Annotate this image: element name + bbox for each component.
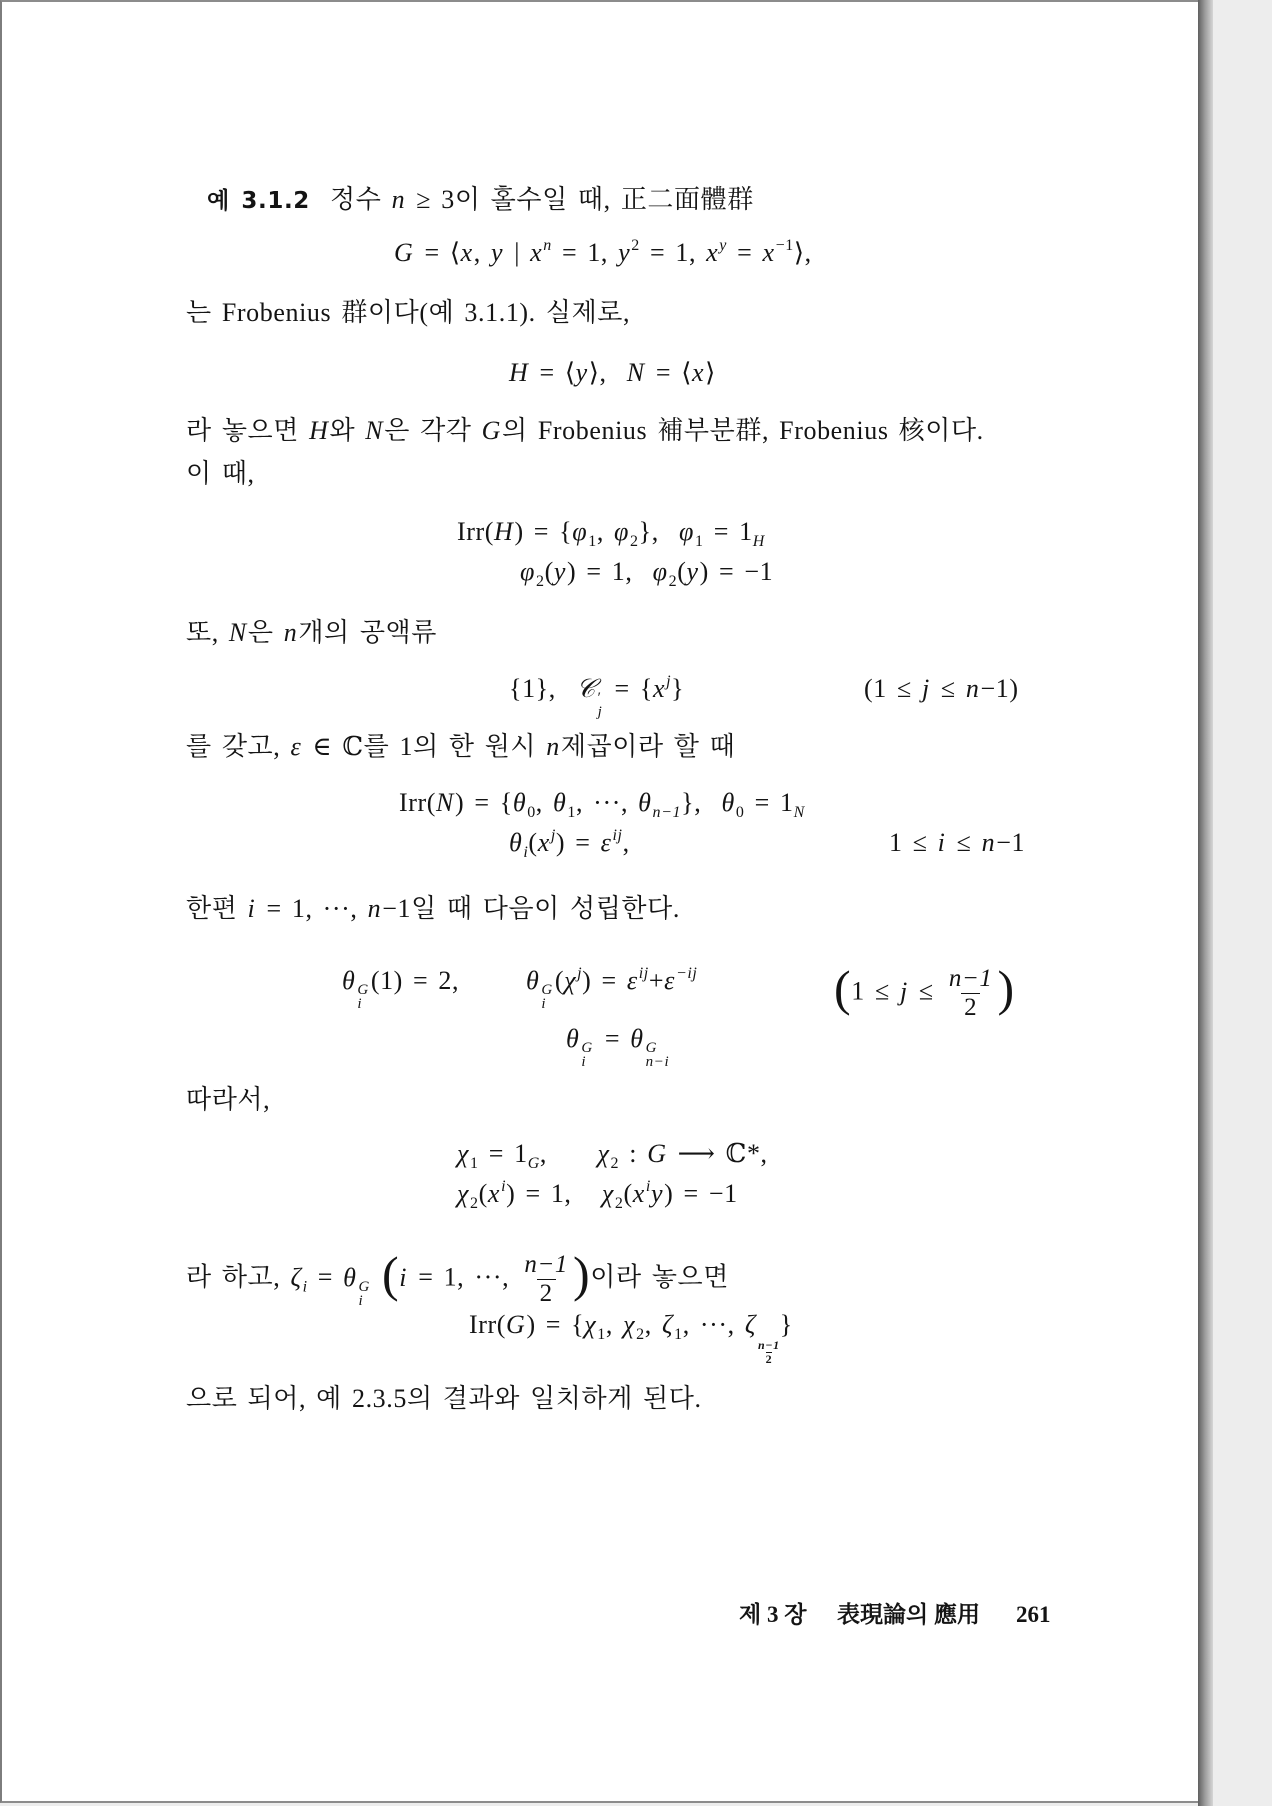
text-run: −1): [980, 674, 1019, 703]
text-run: ≥ 3이 홀수일 때, 正二面體群: [406, 185, 754, 214]
text-run: = 1, ···,: [256, 894, 368, 923]
math-variable: N: [436, 788, 454, 817]
math-variable: x: [691, 358, 705, 387]
math-variable: j: [921, 674, 930, 703]
subscript: 1: [597, 1326, 606, 1343]
text-run: (: [623, 1179, 633, 1208]
text-run: (: [528, 828, 538, 857]
superscript: G: [357, 982, 369, 998]
subscript-superscript-pair: [581, 1041, 592, 1069]
subscript: i: [302, 1278, 308, 1296]
text-run: = 1,: [551, 238, 619, 267]
text-run: Irr(: [399, 788, 437, 817]
text-run: = 1: [744, 788, 794, 817]
subscript-superscript-pair: [358, 1280, 369, 1308]
induction-intro: [186, 894, 680, 924]
subscript-superscript-pair: [646, 1041, 670, 1069]
subscript: i: [523, 844, 529, 861]
complement-kernel-statement: [186, 416, 984, 446]
math-variable: G: [481, 416, 501, 445]
subscript: G: [527, 1155, 540, 1172]
math-variable: y: [553, 557, 566, 586]
math-variable: i: [937, 828, 946, 857]
subscript: N: [793, 804, 805, 821]
text-run: ≤: [946, 828, 982, 857]
math-variable: n: [391, 185, 406, 214]
running-footer: [2, 1600, 1198, 1630]
text-run: ⟩,: [588, 358, 627, 387]
text-run: 으로 되어, 예 2.3.5의 결과와 일치하게 된다.: [186, 1384, 702, 1413]
text-run: ,: [473, 238, 491, 267]
math-variable: n: [546, 732, 560, 761]
text-run: = ⟨: [645, 358, 692, 387]
text-run: = 1,: [639, 238, 707, 267]
math-variable: θ: [512, 788, 527, 817]
subscript: 1: [695, 533, 704, 550]
math-variable: i: [247, 894, 256, 923]
math-variable: θ: [509, 828, 523, 857]
induced-degree-formula: [342, 966, 460, 1012]
text-run: ,: [622, 828, 630, 857]
text-run: 라 놓으면: [186, 416, 310, 445]
text-run: {1},: [509, 674, 577, 703]
superscript: ij: [612, 827, 623, 844]
text-run: 또,: [186, 618, 229, 647]
math-variable: θ: [526, 966, 540, 995]
text-run: |: [504, 238, 531, 267]
math-variable: ε: [626, 966, 638, 995]
superscript: G: [581, 1040, 593, 1056]
subscript: 0: [735, 804, 745, 821]
superscript: j: [550, 827, 556, 844]
math-variable: n: [981, 828, 996, 857]
text-run: Irr(: [457, 517, 495, 546]
superscript: 2: [631, 237, 640, 254]
transition-text: [186, 459, 255, 489]
subscript: 2: [668, 573, 678, 590]
math-variable: φ: [679, 517, 695, 546]
text-run: 따라서,: [186, 1085, 271, 1114]
subscript: n−i: [645, 1054, 670, 1070]
math-variable: φ: [520, 557, 535, 586]
text-run: 와: [329, 416, 366, 445]
subscript: 1: [588, 533, 597, 550]
math-variable: χ: [564, 966, 577, 995]
math-variable: θ: [553, 788, 567, 817]
fraction: [946, 966, 996, 1022]
math-variable: ε: [600, 828, 612, 857]
conjugacy-classes-intro: [186, 618, 437, 648]
math-variable: y: [490, 238, 504, 267]
fraction-denominator: 2: [765, 1352, 773, 1367]
subscript: 2: [470, 1195, 479, 1212]
text-run: (: [544, 557, 554, 586]
superscript: j: [577, 965, 583, 982]
text-run: 정수: [319, 185, 392, 214]
text-run: =: [726, 238, 763, 267]
superscript: n: [543, 237, 552, 254]
subscript: 2: [614, 1195, 624, 1212]
text-run: ) = 1,: [567, 557, 653, 586]
fraction-numerator: n−1: [524, 1251, 569, 1278]
math-variable: N: [626, 358, 645, 387]
example-label: 예 3.1.2: [207, 188, 310, 214]
math-variable: 𝒞: [576, 674, 596, 703]
dihedral-group-presentation: [394, 238, 812, 268]
superscript: G: [541, 982, 553, 998]
superscript: G: [645, 1040, 658, 1056]
math-variable: H: [309, 416, 329, 445]
subscript: 2: [535, 573, 545, 590]
text-run: =: [307, 1262, 344, 1292]
zeta-definition-statement: [186, 1245, 729, 1309]
math-variable: χ: [457, 1139, 470, 1168]
math-variable: χ: [623, 1310, 636, 1339]
math-variable: n: [367, 894, 382, 923]
subscript: H: [752, 533, 765, 550]
math-variable: χ: [601, 1179, 614, 1208]
math-variable: χ: [584, 1310, 597, 1339]
math-variable: x: [487, 1179, 501, 1208]
text-run: (: [677, 557, 687, 586]
chi2-values-formula: [457, 1178, 738, 1212]
induced-equality-formula: [566, 1024, 671, 1070]
math-variable: φ: [614, 517, 630, 546]
text-run: 은 각각: [384, 416, 482, 445]
text-run: 개의 공액류: [298, 618, 437, 647]
math-variable: G: [506, 1310, 526, 1339]
math-variable: x: [537, 828, 550, 857]
text-run: = ⟨: [529, 358, 576, 387]
text-run: ,: [596, 517, 615, 546]
superscript: i: [645, 1178, 651, 1195]
text-run: ≤: [908, 976, 944, 1006]
math-variable: y: [686, 557, 699, 586]
text-run: ,: [605, 1310, 624, 1339]
conjugacy-classes-range: [864, 674, 1019, 704]
text-run: 한편: [186, 894, 248, 923]
text-run: 를 갖고,: [186, 732, 291, 761]
frobenius-group-statement: [186, 298, 630, 328]
math-variable: θ: [342, 966, 356, 995]
chapter-title: 表現論의 應用: [837, 1602, 980, 1627]
math-variable: θ: [566, 1024, 580, 1053]
subscript: j: [597, 704, 603, 720]
chapter-label: 제 3 장: [739, 1602, 807, 1627]
text-run: 1 ≤: [889, 828, 938, 857]
math-variable: ζ: [744, 1310, 757, 1339]
subscript: 2: [636, 1326, 645, 1343]
text-run: , ···,: [575, 788, 639, 817]
text-run: 라 하고,: [186, 1262, 291, 1292]
fraction-numerator: n−1: [948, 965, 993, 992]
text-run: (: [478, 1179, 488, 1208]
irr-h-formula: [457, 517, 765, 550]
text-run: −1일 때 다음이 성립한다.: [382, 894, 680, 923]
subscript-fraction: [758, 1339, 780, 1366]
text-run: ≤: [930, 674, 966, 703]
text-run: ,: [535, 788, 553, 817]
primitive-root-statement: [186, 732, 735, 762]
math-variable: ζ: [661, 1310, 674, 1339]
text-run: 1 ≤: [851, 976, 900, 1006]
text-run: (1) = 2,: [370, 966, 460, 995]
text-run: ) = −1: [664, 1179, 738, 1208]
text-run: = ⟨: [414, 238, 461, 267]
subscript: 1: [470, 1155, 479, 1172]
fraction-denominator: 2: [961, 993, 980, 1021]
text-run: 이 때,: [186, 459, 255, 488]
math-variable: G: [394, 238, 414, 267]
conclusion-statement: [186, 1384, 702, 1414]
text-run: ∈ ℂ를 1의 한 원시: [302, 732, 547, 761]
math-variable: n: [965, 674, 980, 703]
math-variable: θ: [721, 788, 735, 817]
superscript: j: [666, 673, 672, 690]
math-variable: j: [899, 976, 908, 1006]
math-variable: x: [652, 674, 666, 703]
large-parenthesis: ): [997, 959, 1015, 1016]
fraction-numerator: n−1: [758, 1338, 780, 1352]
math-variable: φ: [652, 557, 668, 586]
text-run: ) = {: [514, 517, 573, 546]
text-run: 는 Frobenius 群이다(예 3.1.1). 실제로,: [186, 298, 631, 327]
therefore-text: [186, 1085, 270, 1115]
text-run: (1 ≤: [864, 674, 922, 703]
text-run: ,: [644, 1310, 662, 1339]
math-variable: H: [494, 517, 514, 546]
math-variable: ε: [290, 732, 302, 761]
subgroup-definitions: [509, 358, 716, 388]
math-variable: y: [575, 358, 588, 387]
text-run: :: [619, 1139, 648, 1168]
induced-values-range: [834, 959, 1015, 1022]
text-run: }: [671, 674, 685, 703]
math-variable: y: [650, 1179, 664, 1208]
subscript-superscript-pair: [541, 983, 552, 1011]
text-run: , ···,: [682, 1310, 745, 1339]
math-variable: ζ: [290, 1262, 302, 1292]
text-run: = 1, ···,: [408, 1262, 520, 1292]
text-run: ⟩: [705, 358, 716, 387]
subscript: i: [357, 996, 363, 1012]
subscript: i: [358, 1292, 364, 1309]
superscript: G: [358, 1278, 370, 1295]
induced-values-formula: [526, 965, 698, 1012]
text-run: ) = {: [526, 1310, 585, 1339]
text-run: },: [681, 788, 722, 817]
math-variable: y: [618, 238, 631, 267]
text-run: −1: [996, 828, 1026, 857]
text-run: = 1: [703, 517, 753, 546]
irr-n-formula: [399, 788, 805, 821]
math-variable: G: [647, 1139, 667, 1168]
superscript: y: [719, 237, 727, 254]
fraction: [521, 1252, 571, 1308]
math-variable: H: [509, 358, 529, 387]
text-run: =: [594, 1024, 631, 1053]
superscript: ′: [597, 690, 602, 706]
superscript: i: [501, 1178, 507, 1195]
subscript: n−1: [652, 804, 682, 821]
text-run: ,: [539, 1139, 598, 1168]
text-run: = 1: [478, 1139, 528, 1168]
math-variable: x: [460, 238, 473, 267]
subscript: i: [581, 1054, 587, 1070]
text-run: ) = 1,: [506, 1179, 602, 1208]
math-variable: θ: [630, 1024, 644, 1053]
subscript: 2: [630, 533, 639, 550]
math-variable: N: [228, 618, 247, 647]
math-variable: x: [762, 238, 775, 267]
math-variable: x: [706, 238, 719, 267]
subscript: 0: [527, 804, 536, 821]
conjugacy-classes-formula: [509, 673, 685, 720]
text-run: ⟩,: [793, 238, 812, 267]
large-parenthesis: (: [834, 959, 852, 1016]
math-variable: x: [530, 238, 543, 267]
text-run: Irr(: [469, 1310, 507, 1339]
text-run: }: [779, 1310, 793, 1339]
large-parenthesis: (: [382, 1245, 400, 1302]
phi2-values-formula: [520, 557, 774, 590]
math-variable: n: [283, 618, 298, 647]
text-run: = {: [604, 674, 653, 703]
subscript: 2: [610, 1155, 620, 1172]
text-run: 의 Frobenius 補부분群, Frobenius 核이다.: [502, 416, 984, 445]
fraction-denominator: 2: [537, 1279, 556, 1307]
text-run: 이라 놓으면: [590, 1262, 729, 1292]
math-variable: χ: [457, 1179, 470, 1208]
theta-values-formula: [509, 827, 630, 861]
subscript: i: [541, 996, 547, 1012]
math-variable: ε: [664, 966, 675, 995]
text-run: ⟶ ℂ*,: [667, 1139, 768, 1168]
text-run: (: [554, 966, 565, 995]
superscript: ij: [638, 965, 649, 982]
text-run: ) =: [582, 966, 627, 995]
theta-index-range: [889, 828, 1025, 858]
subscript-superscript-pair: [598, 691, 603, 719]
text-run: [372, 1263, 382, 1292]
page-edge-shadow: [1198, 0, 1213, 1806]
text-run: +: [648, 966, 665, 995]
text-run: ) =: [555, 828, 601, 857]
math-variable: θ: [343, 1262, 357, 1292]
subscript-superscript-pair: [357, 983, 368, 1011]
math-variable: θ: [638, 788, 652, 817]
superscript: −1: [775, 237, 794, 254]
text-run: 은: [247, 618, 284, 647]
chi-definitions-formula: [457, 1139, 768, 1172]
math-variable: φ: [572, 517, 588, 546]
text-run: ) = {: [455, 788, 513, 817]
superscript: −ij: [675, 965, 698, 982]
page-number: 261: [1016, 1602, 1051, 1627]
math-variable: N: [365, 416, 384, 445]
example-heading: [207, 185, 754, 215]
subscript: 1: [674, 1326, 683, 1343]
text-run: 제곱이라 할 때: [560, 732, 736, 761]
math-variable: i: [399, 1262, 408, 1292]
text-run: },: [638, 517, 680, 546]
large-parenthesis: ): [573, 1245, 591, 1302]
math-variable: χ: [597, 1139, 610, 1168]
math-variable: x: [632, 1179, 645, 1208]
subscript: 1: [567, 804, 576, 821]
text-run: ) = −1: [699, 557, 774, 586]
irr-g-formula: [469, 1310, 793, 1367]
